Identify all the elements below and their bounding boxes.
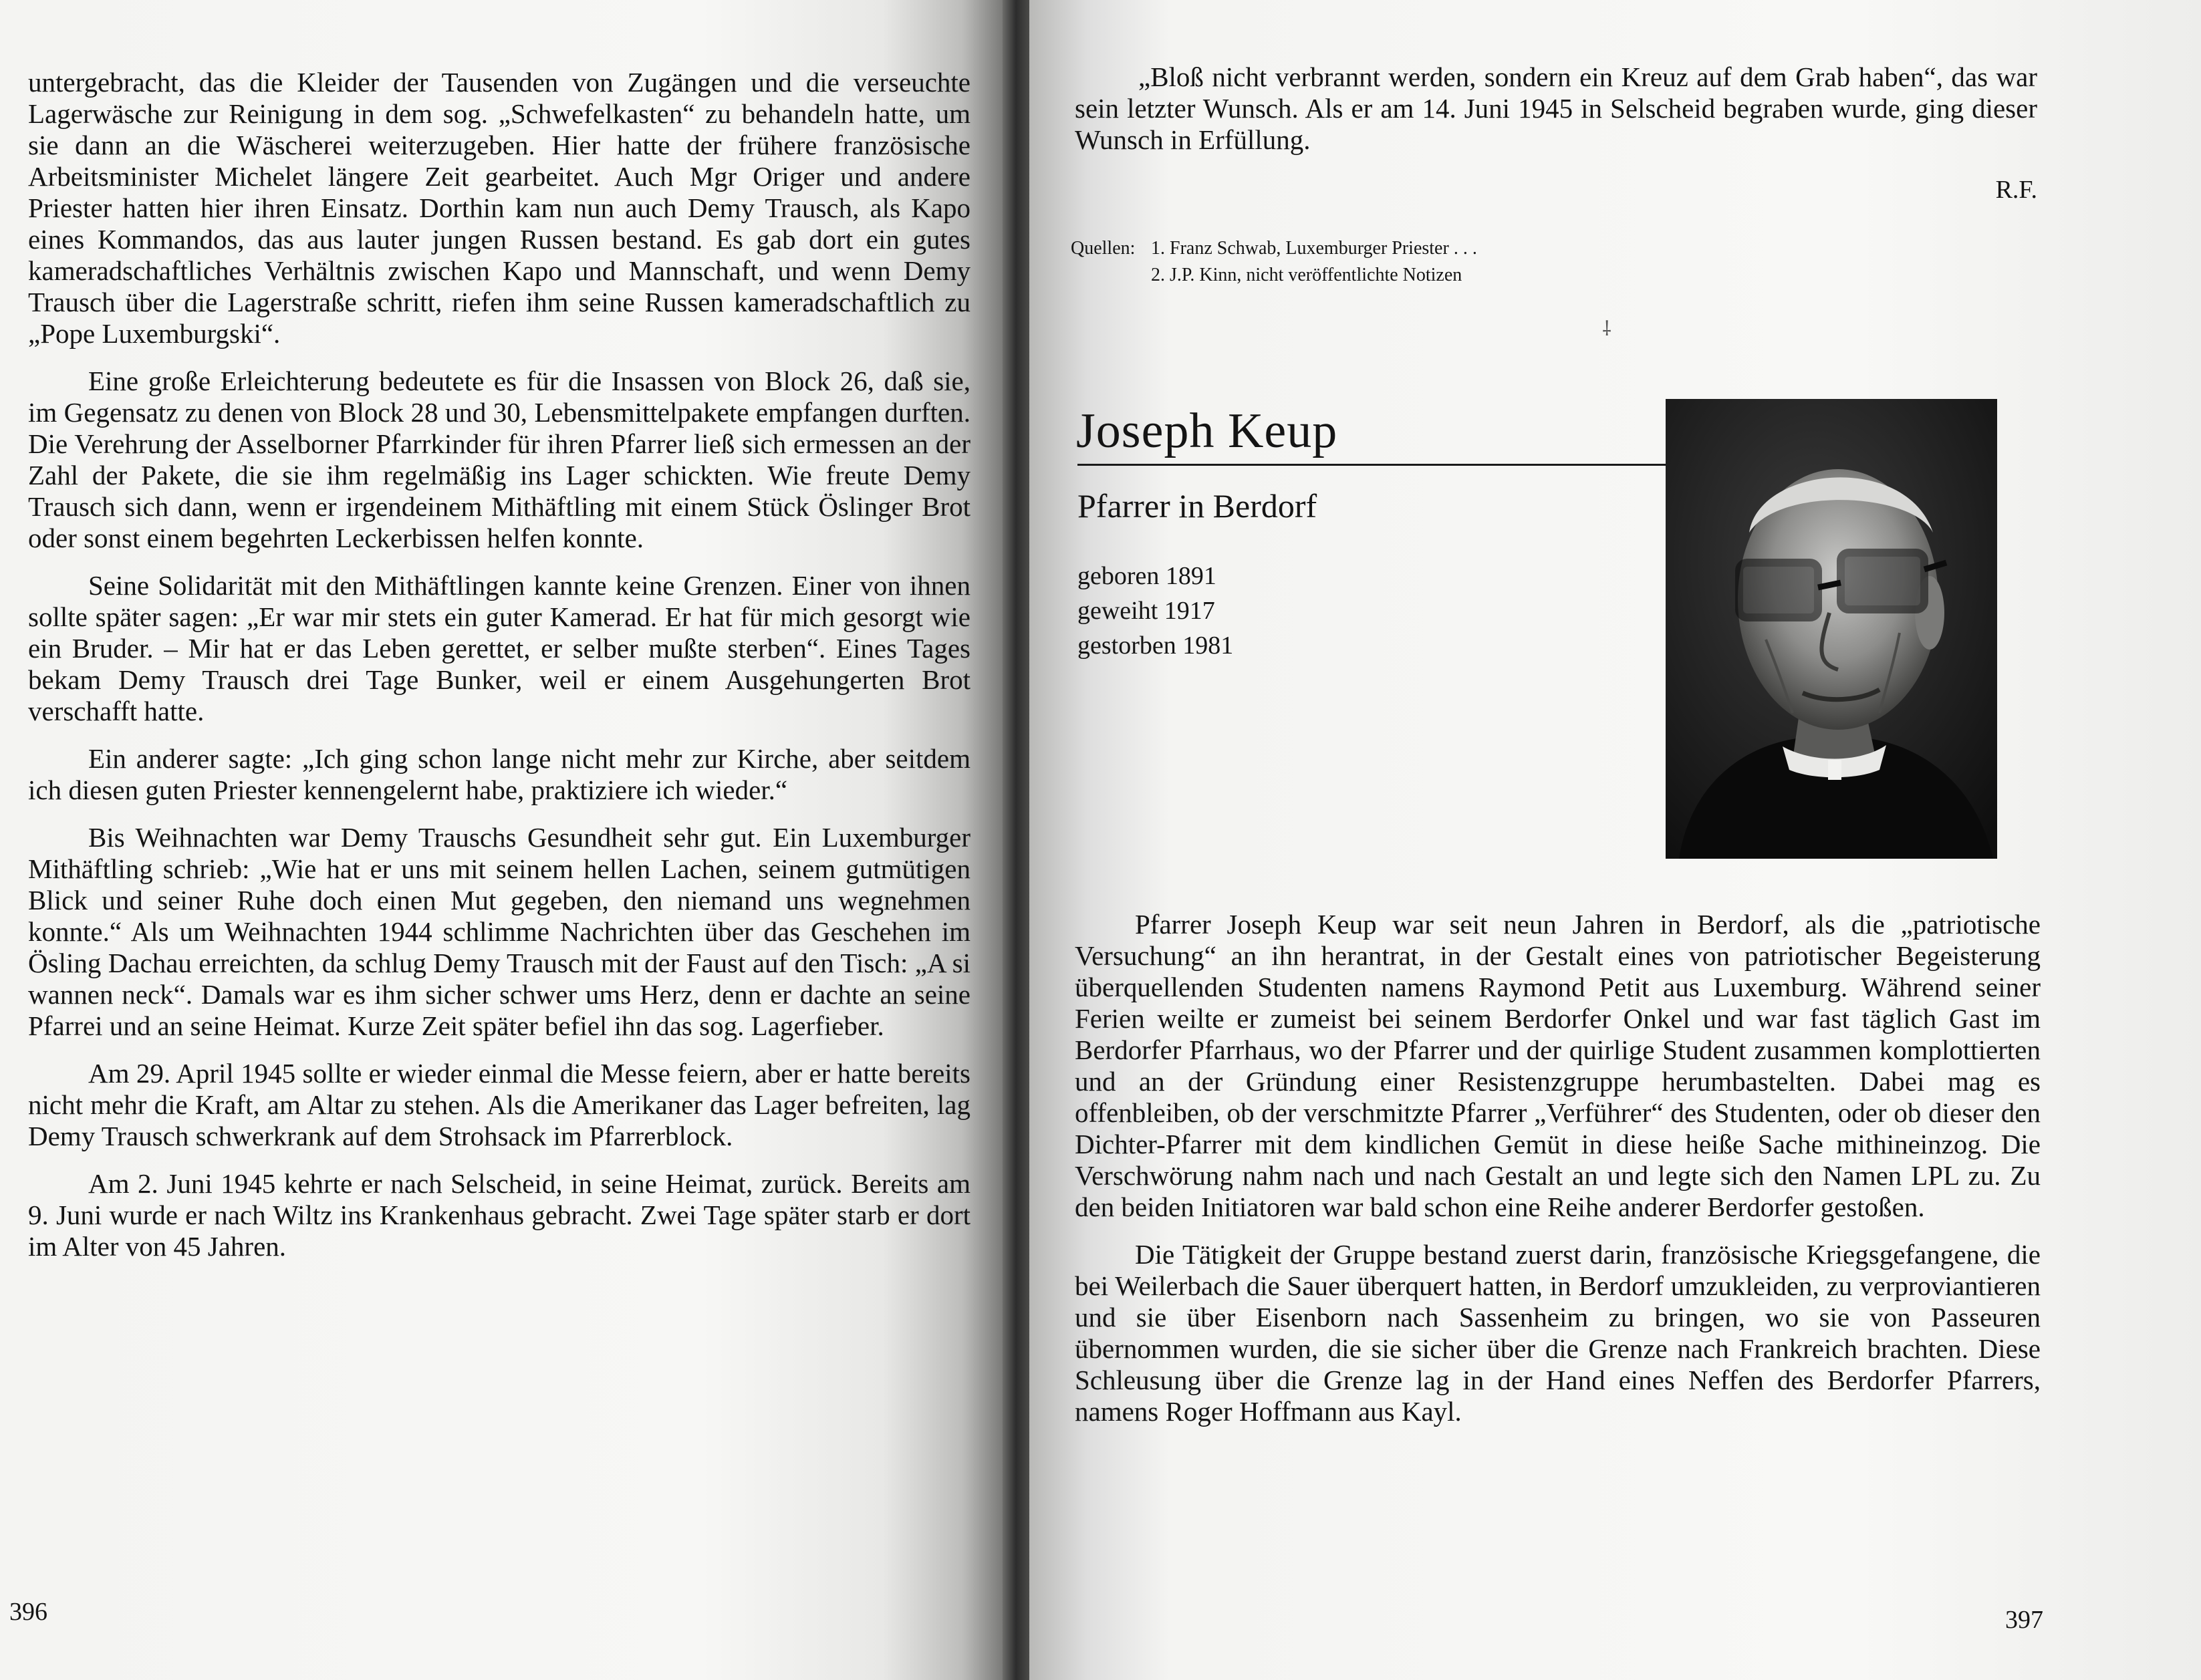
source-item-2: 2. J.P. Kinn, nicht veröffentlichte Notizen [1151,265,1462,285]
right-paragraph-2: Die Tätigkeit der Gruppe bestand zuerst darin, französische Kriegsgefangene, die bei Weilerbach die Sauer überquert hatten, in Berdorf umzukleiden, zu verproviantieren und sie über Eisenborn nach Sassenheim zu bringen, wo sie von Passeuren übernommen wurden, die sie sicher über die Grenze nach Frankreich brachten. Diese Schleusung über die Grenze lag in der Hand eines Neffen des Berdorfer Pfarrers, namens Roger Hoffmann aus Kayl. [1075,1239,2041,1427]
page-number-right: 397 [2005,1606,2043,1634]
portrait-image [1666,399,1997,859]
left-paragraph-5: Bis Weihnachten war Demy Trauschs Gesundheit sehr gut. Ein Luxemburger Mithäftling schrieb: „Wie hat er uns mit seinem hellen Lachen, seinem gutmütigen Blick und seiner Ruhe doch einen Mut gegeben, den niemand uns wegnehmen konnte.“ Als um Weihnachten 1944 schlimme Nachrichten über das Geschehen im Ösling Dachau erreichten, da schlug Demy Trausch mit der Faust auf den Tisch: „A si wannen neck“. Damals war es ihm sicher schwer ums Herz, denn er dachte an seine Pfarrei und an seine Heimat. Kurze Zeit später befiel ihn das sog. Lagerfieber. [28,822,970,1041]
bio-died: gestorben 1981 [1077,632,1234,660]
sources-label: Quellen: [1071,238,1136,259]
author-signature: R.F. [1995,176,2037,204]
book-gutter [1003,0,1029,1680]
portrait-photo [1666,399,1997,859]
left-page-text [28,67,970,1278]
left-paragraph-1: untergebracht, das die Kleider der Tausenden von Zugängen und die verseuchte Lagerwäsche zur Reinigung in dem sog. „Schwefelkasten“ zu behandeln hatte, um sie dann an die Wäscherei weiterzugeben. Hier hatte der frühere französische Arbeitsminister Michelet längere Zeit gearbeitet. Auch Mgr Origer und andere Priester hatten hier ihren Einsatz. Dorthin kam nun auch Demy Trausch, als Kapo eines Kommandos, das aus lauter jungen Russen bestand. Es gab dort ein gutes kameradschaftliches Verhältnis zwischen Kapo und Mannschaft, und wenn Demy Trausch über die Lagerstraße schritt, riefen ihm seine Russen kameradschaftlich zu „Pope Luxemburgski“. [28,67,970,349]
bio-dates [1077,559,1233,663]
bio-name: Joseph Keup [1076,404,1338,458]
right-page [1029,0,2201,1680]
left-page [0,0,1003,1680]
bio-ordained: geweiht 1917 [1077,597,1215,625]
left-paragraph-6: Am 29. April 1945 sollte er wieder einmal die Messe feiern, aber er hatte bereits nicht mehr die Kraft, am Altar zu stehen. Als die Amerikaner das Lager befreiten, lag Demy Trausch schwerkrank auf dem Strohsack im Pfarrerblock. [28,1058,970,1151]
intro-paragraph: „Bloß nicht verbrannt werden, sondern ein Kreuz auf dem Grab haben“, das war sein letzter Wunsch. Als er am 14. Juni 1945 in Selscheid begraben wurde, ging dieser Wunsch in Erfüllung. [1075,61,2037,155]
bio-born: geboren 1891 [1077,562,1216,590]
right-paragraph-1: Pfarrer Joseph Keup war seit neun Jahren in Berdorf, als die „patriotische Versuchung“ an ihn herantrat, in der Gestalt eines von patriotischer Begeisterung überquellenden Studenten namens Raymond Petit aus Luxemburg. Während seiner Ferien weilte er zumeist bei seinem Berdorfer Onkel und war fast täglich Gast im Berdorfer Pfarrhaus, wo der Pfarrer und der quirlige Student zusammen komplottierten und an der Gründung einer Resistenzgruppe herumbastelten. Dabei mag es offenbleiben, ob der verschmitzte Pfarrer „Verführer“ des Studenten, oder ob dieser den Dichter-Pfarrer mit dem kindlichen Gemüt in diese heiße Sache mithineinzog. Die Verschwörung nahm nach und nach Gestalt an und legte sich den Namen LPL zu. Zu den beiden Initiatoren war bald schon eine Reihe anderer Berdorfer gestoßen. [1075,909,2041,1222]
right-page-text [1075,909,2041,1443]
left-paragraph-7: Am 2. Juni 1945 kehrte er nach Selscheid, in seine Heimat, zurück. Bereits am 9. Juni wurde er nach Wiltz ins Krankenhaus gebracht. Zwei Tage später starb er dort im Alter von 45 Jahren. [28,1168,970,1262]
left-paragraph-4: Ein anderer sagte: „Ich ging schon lange nicht mehr zur Kirche, aber seitdem ich diesen guten Priester kennengelernt habe, praktiziere ich wieder.“ [28,743,970,805]
page-number-left: 396 [9,1598,47,1626]
source-item-1: 1. Franz Schwab, Luxemburger Priester . . . [1151,238,1477,259]
bio-title: Pfarrer in Berdorf [1077,487,1317,525]
print-speck: ⸸ [1602,318,1612,340]
left-paragraph-2: Eine große Erleichterung bedeutete es für die Insassen von Block 26, daß sie, im Gegensatz zu denen von Block 28 und 30, Lebensmittelpakete empfangen durften. Die Verehrung der Asselborner Pfarrkinder für ihren Pfarrer ließ sich ermessen an der Zahl der Pakete, die sie ihm regelmäßig ins Lager schickten. Wie freute Demy Trausch sich dann, wenn er irgendeinem Mithäftling mit einem Stück Öslinger Brot oder sonst einem begehrten Leckerbissen helfen konnte. [28,366,970,553]
sources-block [1071,235,1672,289]
left-paragraph-3: Seine Solidarität mit den Mithäftlingen kannte keine Grenzen. Einer von ihnen sollte später sagen: „Er war mir stets ein guter Kamerad. Er hat für mich gesorgt wie ein Bruder. – Mir hat er das Leben gerettet, er selber mußte sterben“. Eines Tages bekam Demy Trausch drei Tage Bunker, weil er einem Ausgehungerten Brot verschafft hatte. [28,570,970,726]
